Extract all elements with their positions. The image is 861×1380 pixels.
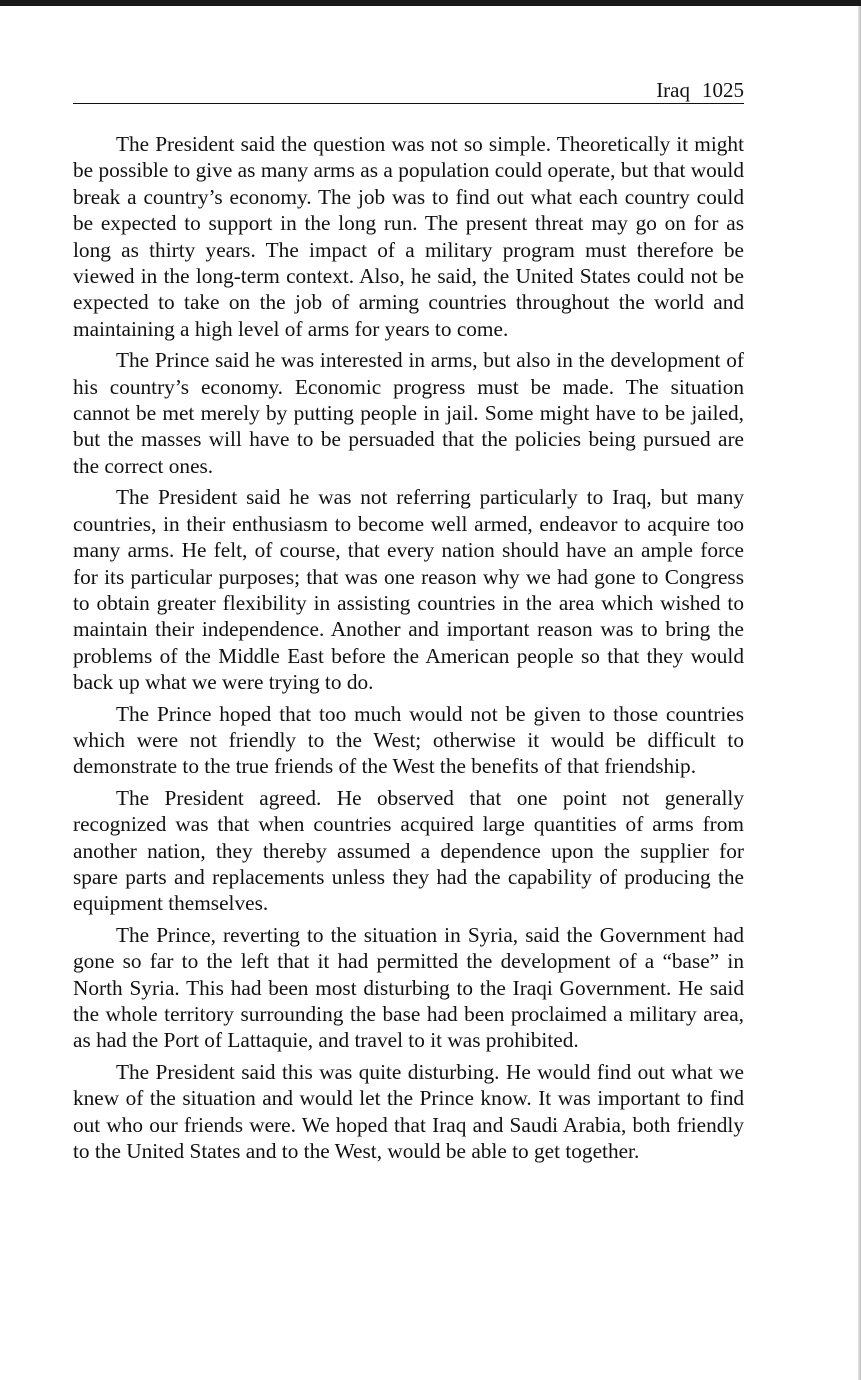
paragraph: The President agreed. He observed that one point not generally recognized was that when countries acquired large quantities of arms from another nation, they thereby assumed a dependence upon the supplier for spare parts and replacements unless they had the capability of producing the equipment themselves. [73,785,744,916]
page-body [73,131,744,1169]
page-number: 1025 [702,78,744,102]
running-title: Iraq [656,78,690,102]
header-rule [73,103,744,104]
paragraph: The President said the question was not so simple. Theoretically it might be possible to give as many arms as a population could operate, but that would break a country’s economy. The job was to find out what each country could be expected to support in the long run. The present threat may go on for as long as thirty years. The impact of a military program must therefore be viewed in the long-term context. Also, he said, the United States could not be expected to take on the job of arming countries throughout the world and maintaining a high level of arms for years to come. [73,132,744,341]
page-top-edge [0,0,861,6]
paragraph: The Prince hoped that too much would not be given to those countries which were not friendly to the West; otherwise it would be difficult to demonstrate to the true friends of the West the benefits of that friendship. [73,701,744,779]
running-head [73,78,744,102]
paragraph: The Prince, reverting to the situation in Syria, said the Government had gone so far to the left that it had permitted the development of a “base” in North Syria. This had been most disturbing to the Iraqi Government. He said the whole territory surrounding the base had been proclaimed a military area, as had the Port of Lattaquie, and travel to it was prohibited. [73,922,744,1053]
paragraph: The President said this was quite disturbing. He would find out what we knew of the situation and would let the Prince know. It was important to find out who our friends were. We hoped that Iraq and Saudi Arabia, both friendly to the United States and to the West, would be able to get together. [73,1059,744,1164]
paragraph: The Prince said he was interested in arms, but also in the development of his country’s economy. Economic progress must be made. The situation cannot be met merely by putting people in jail. Some might have to be jailed, but the masses will have to be persuaded that the policies being pursued are the correct ones. [73,348,744,478]
paragraph: The President said he was not referring particularly to Iraq, but many countries, in their enthusiasm to become well armed, endeavor to acquire too many arms. He felt, of course, that every nation should have an ample force for its particular purposes; that was one reason why we had gone to Congress to obtain greater flexibility in assisting countries in the area which wished to maintain their independence. Another and important reason was to bring the problems of the Middle East before the American people so that they would back up what we were trying to do. [73,485,744,695]
